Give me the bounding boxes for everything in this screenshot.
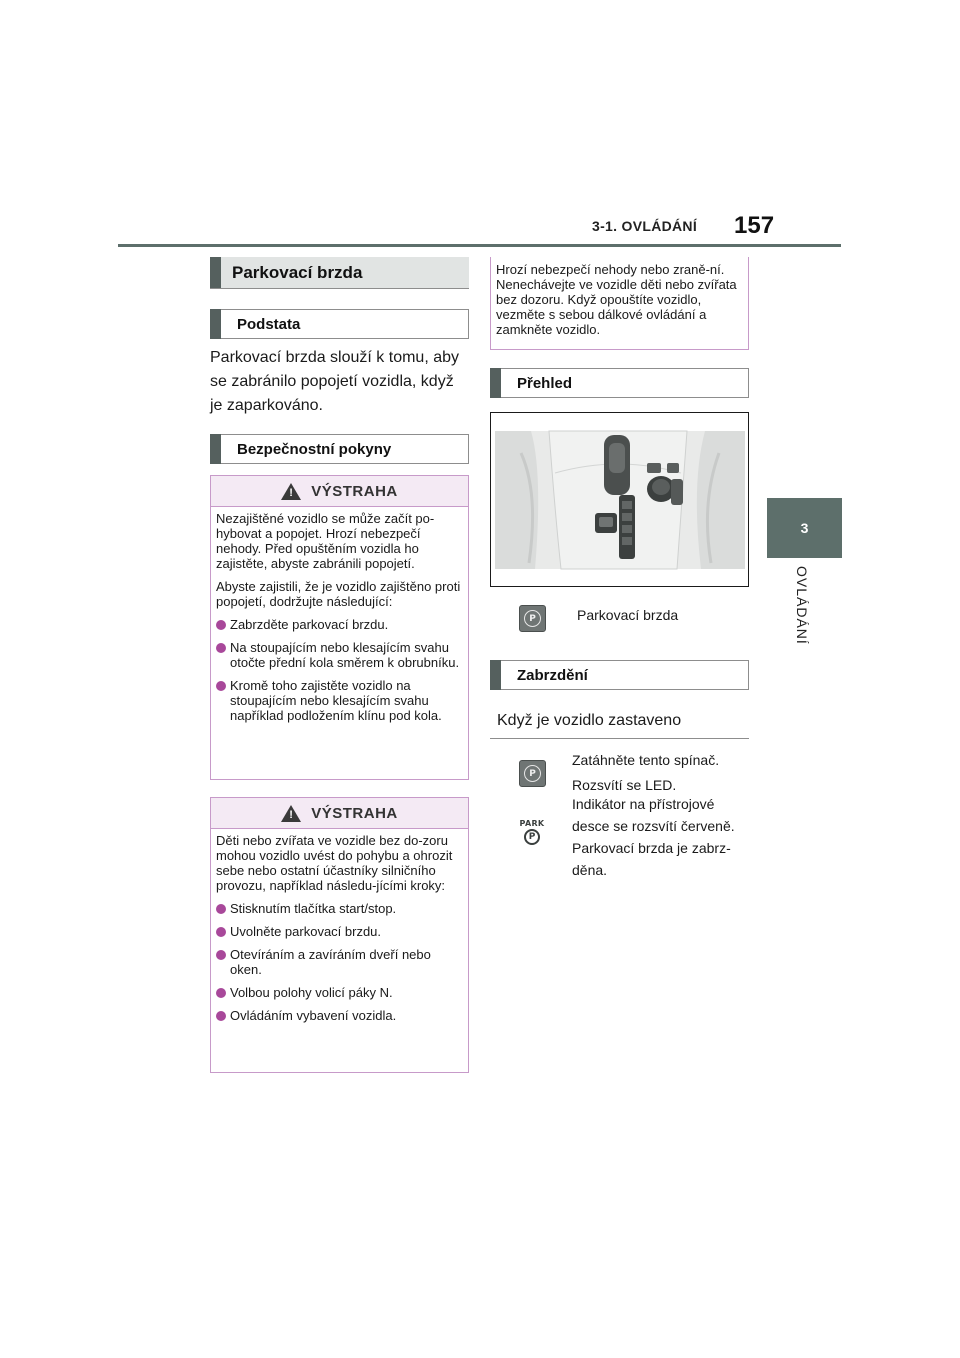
subheading-safety (210, 434, 469, 464)
intro-paragraph: Parkovací brzda slouží k tomu, aby se zabránilo popojetí vozidla, když je zaparkováno. (210, 349, 459, 414)
heading-marker (210, 257, 221, 288)
heading-marker (490, 660, 501, 690)
header-rule (118, 244, 841, 247)
warning-box-1 (210, 475, 469, 780)
list-item: Zabrzděte parkovací brzdu. (216, 617, 462, 632)
warning-title: VÝSTRAHA (311, 482, 398, 500)
bullet-icon (216, 927, 226, 937)
list-item: Volbou polohy volicí páky N. (216, 985, 462, 1000)
warning-text: Nezajištěné vozidlo se může začít po-hybovat a popojet. Hrozí nebezpečí nehody. Před opuštěním vozidla ho zajistěte, abyste zabránili popojetí. (216, 511, 435, 571)
subheading-overview (490, 368, 749, 398)
subheading-apply (490, 660, 749, 690)
overview-caption: Parkovací brzda (577, 607, 679, 623)
heading-marker (210, 434, 221, 464)
subheading-podstata (210, 309, 469, 339)
list-item: Kromě toho zajistěte vozidlo na stoupajícím nebo klesajícím svahu například podložením klínu pod kola. (216, 678, 462, 723)
main-heading (210, 257, 469, 289)
warning-title: VÝSTRAHA (311, 804, 398, 822)
list-item: Ovládáním vybavení vozidla. (216, 1008, 462, 1023)
chapter-number: 3 (800, 520, 809, 536)
parking-brake-switch-icon: P (519, 760, 546, 787)
chapter-label: OVLÁDÁNÍ (794, 566, 810, 645)
main-heading-text: Parkovací brzda (232, 262, 363, 282)
warning-box-continued (490, 257, 749, 350)
warning-text: Hrozí nebezpečí nehody nebo zraně-ní. Nenechávejte ve vozidle děti nebo zvířata bez dozoru. Když opouštíte vozidlo, vezměte s sebou dálkové ovládání a zamkněte vozidlo. (496, 262, 737, 337)
chapter-tab (767, 498, 842, 558)
list-item: Uvolněte parkovací brzdu. (216, 924, 462, 939)
parking-brake-icon: P (519, 605, 546, 632)
condition-label: Když je vozidlo zastaveno (497, 712, 682, 729)
warning-box-2 (210, 797, 469, 1073)
bullet-icon (216, 988, 226, 998)
subheading-text: Přehled (517, 374, 573, 392)
bullet-icon (216, 620, 226, 630)
list-item: Otevíráním a zavíráním dveří nebo oken. (216, 947, 462, 977)
bullet-icon (216, 643, 226, 653)
subheading-text: Bezpečnostní pokyny (237, 440, 392, 458)
step-applied: Parkovací brzda je zabrz-děna. (572, 840, 731, 878)
page-number: 157 (734, 212, 775, 239)
warning-header (211, 476, 468, 507)
bullet-icon (216, 1011, 226, 1021)
warning-triangle-icon: ! (281, 483, 301, 500)
warning-text: Abyste zajistili, že je vozidlo zajištěno proti popojetí, dodržujte následující: (216, 579, 461, 609)
list-item: Stisknutím tlačítka start/stop. (216, 901, 462, 916)
bullet-icon (216, 950, 226, 960)
center-console-image (491, 413, 748, 586)
bullet-icon (216, 904, 226, 914)
step-indicator: Indikátor na přístrojové desce se rozsvítí červeně. (572, 796, 735, 834)
step-pull-switch: Zatáhněte tento spínač. (572, 752, 720, 768)
subheading-text: Podstata (237, 315, 301, 333)
park-indicator-icon: PARK P (519, 819, 545, 845)
heading-marker (490, 368, 501, 398)
heading-marker (210, 309, 221, 339)
section-title: 3-1. OVLÁDÁNÍ (592, 218, 698, 234)
warning-header (211, 798, 468, 829)
divider (490, 738, 749, 739)
subheading-text: Zabrzdění (517, 666, 588, 684)
warning-text: Děti nebo zvířata ve vozidle bez do-zoru mohou vozidlo uvést do pohybu a ohrozit sebe nebo ostatní účastníky silničního provozu, například následu-jícími kroky: (216, 833, 453, 893)
warning-triangle-icon: ! (281, 805, 301, 822)
step-led: Rozsvítí se LED. (572, 777, 677, 793)
bullet-icon (216, 681, 226, 691)
console-illustration (490, 412, 749, 587)
list-item: Na stoupajícím nebo klesajícím svahu otočte přední kola směrem k obrubníku. (216, 640, 462, 670)
